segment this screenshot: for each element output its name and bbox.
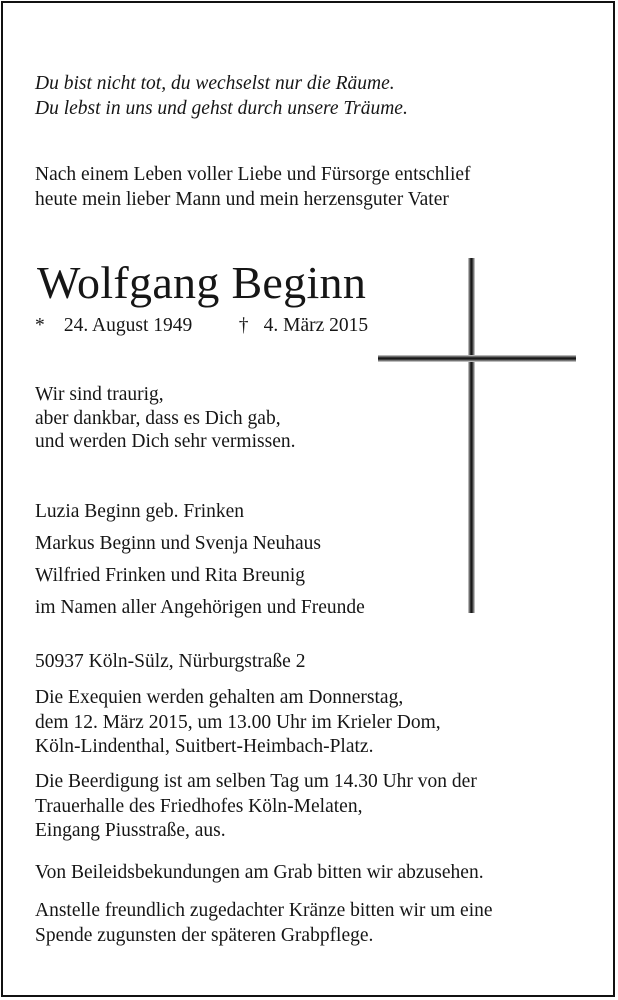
mourner-entry: Luzia Beginn geb. Frinken [35,501,245,522]
mourning-line: und werden Dich sehr vermissen. [35,431,296,452]
death-symbol: † [238,315,249,336]
cross-horizontal-beam [378,355,576,362]
burial-line: Trauerhalle des Friedhofes Köln-Melaten, [35,795,363,817]
motto-verse [35,72,408,121]
intro-line: heute mein lieber Mann und mein herzensguter Vater [35,188,449,210]
mourning-line: Wir sind traurig, [35,384,164,405]
intro-text [35,163,471,212]
mourner-entry: im Namen aller Angehörigen und Freunde [35,597,365,618]
mourning-line: aber dankbar, dass es Dich gab, [35,407,281,429]
mourner-entry: Markus Beginn und Svenja Neuhaus [35,533,321,554]
burial-line: Eingang Piusstraße, aus. [35,820,226,841]
exequien-notice [35,686,441,760]
intro-line: Nach einem Leben voller Liebe und Fürsorge entschlief [35,164,471,185]
mourning-text [35,383,295,454]
life-dates [35,314,368,339]
exequien-line: Die Exequien werden gehalten am Donnerstag, [35,687,404,708]
burial-notice [35,770,477,844]
burial-line: Die Beerdigung ist am selben Tag um 14.30 Uhr von der [35,771,477,792]
motto-line: Du lebst in uns und gehst durch unsere Träume. [35,97,408,119]
motto-line: Du bist nicht tot, du wechselst nur die Räume. [35,73,395,94]
birth-date: 24. August 1949 [63,315,193,336]
mourners-list [35,496,365,624]
exequien-line: dem 12. März 2015, um 13.00 Uhr im Krieler Dom, [35,711,441,733]
cross-vertical-beam [468,258,475,613]
donation-line: Spende zugunsten der späteren Grabpflege. [35,924,374,946]
deceased-name: Wolfgang Beginn [37,257,367,308]
death-date: 4. März 2015 [263,315,369,336]
birth-symbol: * [35,315,45,336]
donation-line: Anstelle freundlich zugedachter Kränze bitten wir um eine [35,900,493,921]
family-address: 50937 Köln-Sülz, Nürburgstraße 2 [35,651,306,672]
exequien-line: Köln-Lindenthal, Suitbert-Heimbach-Platz. [35,736,374,757]
mourner-entry: Wilfried Frinken und Rita Breunig [35,565,306,586]
condolence-notice: Von Beileidsbekundungen am Grab bitten wir abzusehen. [35,862,484,883]
donation-notice [35,899,493,948]
